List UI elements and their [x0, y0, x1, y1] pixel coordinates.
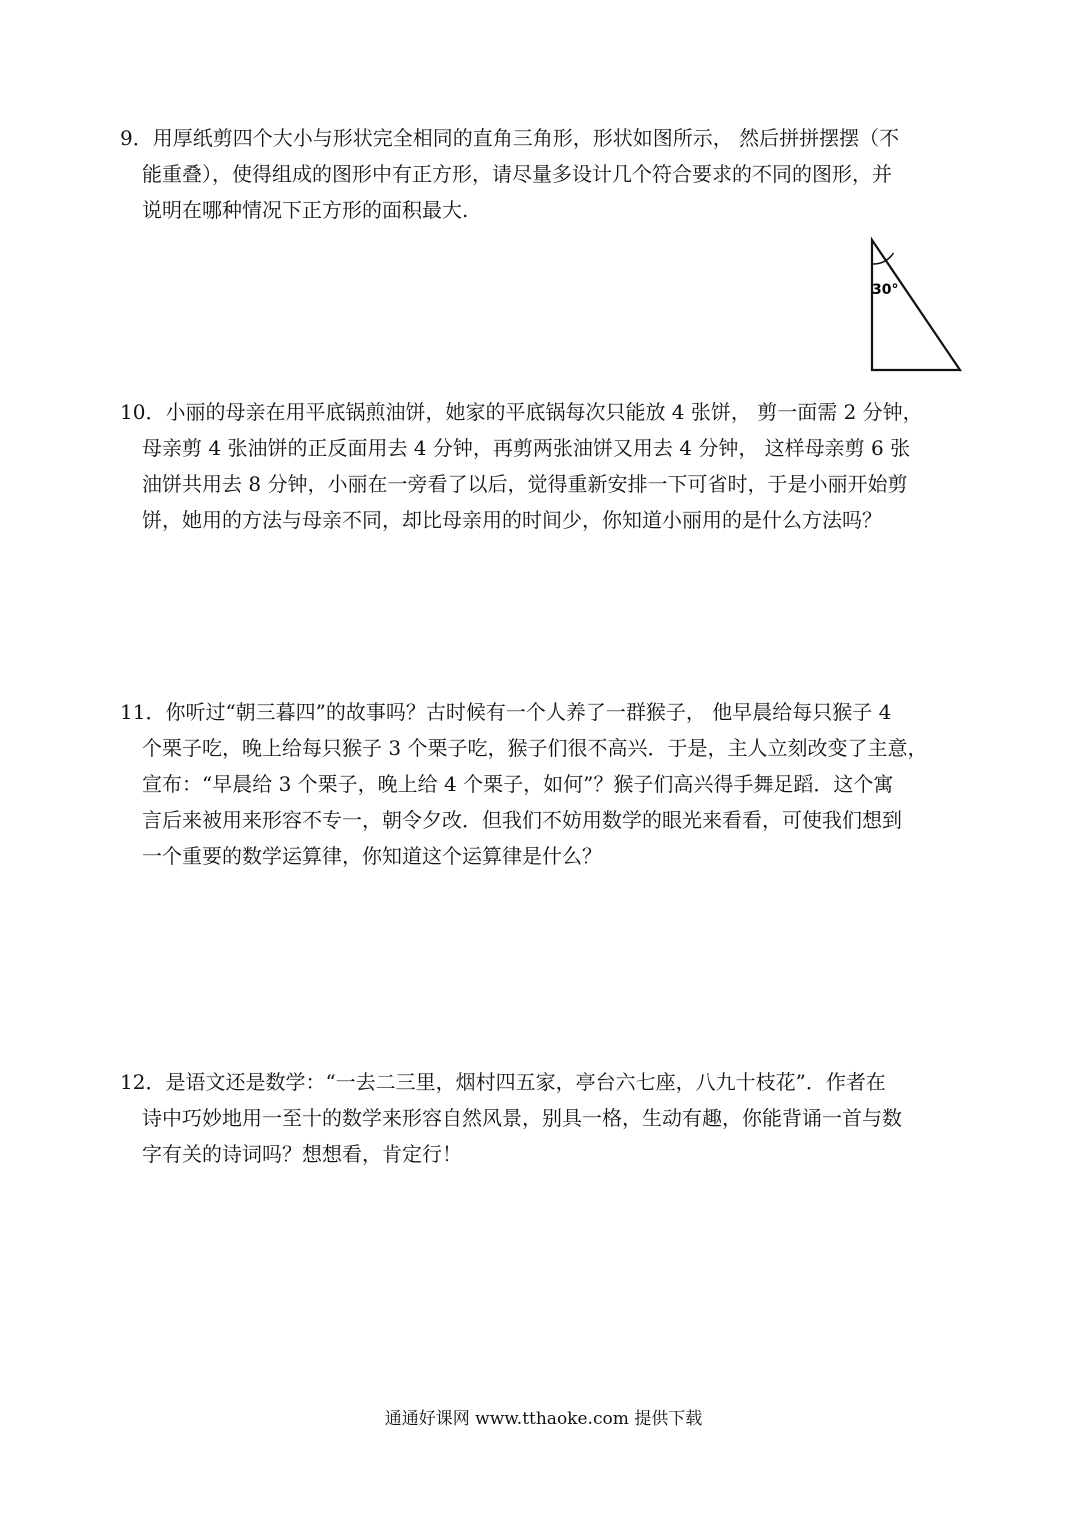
right-triangle-figure [860, 236, 970, 378]
triangle-shape [872, 240, 960, 370]
problem-line: 9．用厚纸剪四个大小与形状完全相同的直角三角形，形状如图所示， 然后拼拼摆摆（不 [120, 126, 900, 150]
problem-line: 宣布：“早晨给 3 个栗子，晚上给 4 个栗子，如何”？猴子们高兴得手舞足蹈．这个寓 [142, 772, 894, 796]
problem-line: 11．你听过“朝三暮四”的故事吗？古时候有一个人养了一群猴子， 他早晨给每只猴子 4 [120, 700, 892, 724]
problem-line: 油饼共用去 8 分钟，小丽在一旁看了以后，觉得重新安排一下可省时，于是小丽开始剪 [142, 472, 908, 496]
angle-label: 30° [872, 282, 899, 298]
problem-line: 12．是语文还是数学：“一去二三里，烟村四五家，亭台六七座，八九十枝花”．作者在 [120, 1070, 886, 1094]
problem-line: 说明在哪种情况下正方形的面积最大. [142, 198, 469, 222]
problem-line: 个栗子吃，晚上给每只猴子 3 个栗子吃，猴子们很不高兴．于是，主人立刻改变了主意， [142, 736, 928, 760]
problem-line: 字有关的诗词吗？想想看，肯定行！ [142, 1142, 462, 1166]
problem-line: 10．小丽的母亲在用平底锅煎油饼，她家的平底锅每次只能放 4 张饼， 剪一面需 2 分钟， [120, 400, 923, 424]
page-footer: 通通好课网 www.tthaoke.com 提供下载 [384, 1409, 703, 1429]
problem-11 [120, 694, 975, 874]
problem-line: 能重叠），使得组成的图形中有正方形，请尽量多设计几个符合要求的不同的图形，并 [142, 162, 892, 186]
problem-12 [120, 1064, 975, 1172]
problem-line: 一个重要的数学运算律，你知道这个运算律是什么？ [142, 844, 602, 868]
problem-line: 母亲剪 4 张油饼的正反面用去 4 分钟，再剪两张油饼又用去 4 分钟， 这样母亲剪 6 张 [142, 436, 911, 460]
problem-10 [120, 394, 975, 538]
problem-9 [120, 120, 975, 228]
problem-line: 饼，她用的方法与母亲不同，却比母亲用的时间少，你知道小丽用的是什么方法吗？ [142, 508, 882, 532]
problem-line: 诗中巧妙地用一至十的数学来形容自然风景，别具一格，生动有趣，你能背诵一首与数 [142, 1106, 902, 1130]
problem-line: 言后来被用来形容不专一，朝令夕改．但我们不妨用数学的眼光来看看，可使我们想到 [142, 808, 902, 832]
